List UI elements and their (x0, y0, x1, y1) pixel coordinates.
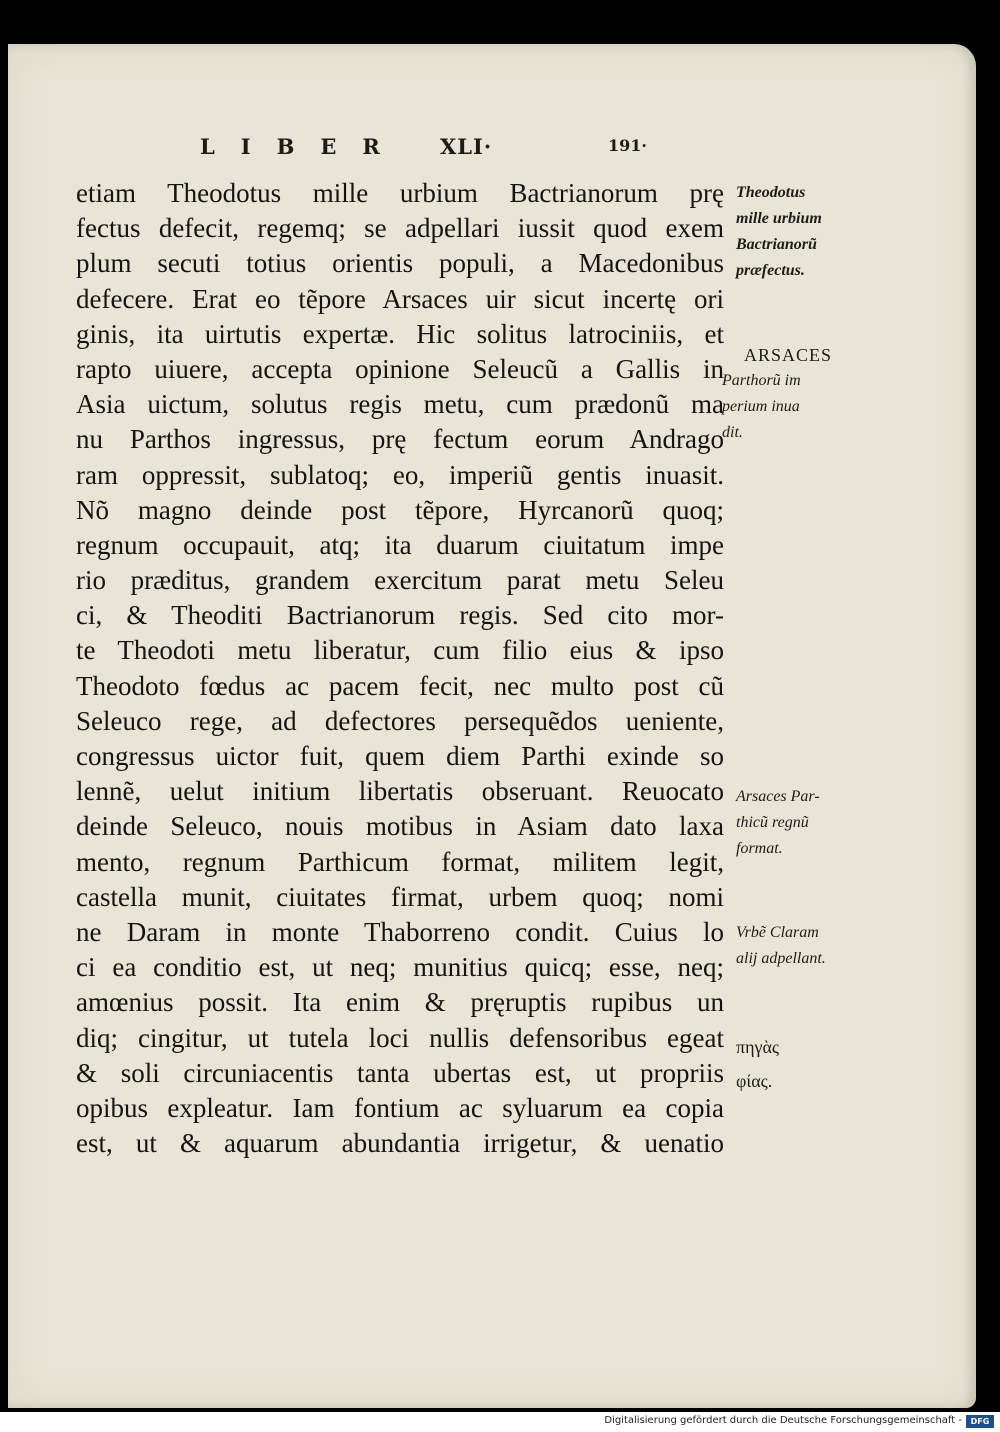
margin-note-line: Theodotus (736, 184, 806, 201)
text-line: Theodoto fœdus ac pacem fecit, nec multo post cũ (76, 670, 724, 701)
margin-note-line: mille urbium (736, 210, 822, 227)
text-line: defecere. Erat eo tẽpore Arsaces uir sicut incertę ori (76, 283, 724, 314)
margin-note-line: perium inua (722, 398, 800, 415)
text-line: etiam Theodotus mille urbium Bactrianorum prę (76, 178, 724, 208)
text-line: te Theodoti metu liberatur, cum filio eius & ipso (76, 635, 724, 666)
text-line: deinde Seleuco, nouis motibus in Asiam dato laxa (76, 811, 724, 842)
text-line: lennẽ, uelut initium libertatis obseruant. Reuocato (76, 776, 724, 807)
margin-note-line: Vrbẽ Claram (736, 924, 819, 941)
margin-note-line: alij adpellant. (736, 950, 826, 967)
text-line: rio præditus, grandem exercitum parat metu Seleu (76, 565, 724, 596)
margin-note-line: ARSACES (744, 345, 833, 365)
running-head (200, 134, 660, 160)
margin-note-line: πηγὰς (736, 1037, 780, 1057)
text-line: mento, regnum Parthicum format, militem legit, (76, 846, 724, 877)
margin-note-line: Bactrianorũ (736, 236, 817, 253)
text-line: est, ut & aquarum abundantia irrigetur, & uenatio (76, 1128, 724, 1159)
text-line: regnum occupauit, atq; ita duarum ciuitatum impe (76, 529, 724, 560)
digitization-footer (0, 1412, 1000, 1432)
main-text-column (76, 176, 724, 1161)
text-line: & soli circuniacentis tanta ubertas est, ut propriis (76, 1057, 724, 1088)
text-line: Asia uictum, solutus regis metu, cum prædonũ ma (76, 389, 724, 420)
text-line: ne Daram in monte Thaborreno condit. Cuius lo (76, 916, 724, 947)
text-line: nu Parthos ingressus, prę fectum eorum Andrago (76, 424, 724, 455)
text-line: ginis, ita uirtutis expertæ. Hic solitus latrociniis, et (76, 318, 724, 349)
text-line: congressus uictor fuit, quem diem Parthi exinde so (76, 741, 724, 771)
dfg-logo: DFG (966, 1415, 994, 1428)
text-line: ci ea conditio est, ut neq; munitius quicq; esse, neq; (76, 952, 724, 983)
text-line: opibus expleatur. Iam fontium ac syluarum ea copia (76, 1092, 724, 1123)
margin-note-greek (736, 1030, 866, 1098)
margin-note-line: Parthorũ im (722, 372, 801, 389)
margin-note-arsaces (722, 342, 874, 446)
margin-note-line: φίας. (736, 1071, 773, 1091)
margin-note-line: dit. (722, 424, 743, 441)
running-head-book: XLI· (440, 134, 493, 159)
margin-note-arsaces-regnum (736, 784, 866, 862)
margin-note-line: præfectus. (736, 262, 805, 279)
text-line: plum secuti totius orientis populi, a Macedonibus (76, 248, 724, 279)
page-number: 191· (608, 136, 647, 155)
text-line: Seleuco rege, ad defectores persequẽdos ueniente, (76, 705, 724, 736)
text-line: diq; cingitur, ut tutela loci nullis defensoribus egeat (76, 1022, 724, 1053)
text-line: castella munit, ciuitates firmat, urbem quoq; nomi (76, 881, 724, 912)
funding-credit: Digitalisierung gefördert durch die Deutsche Forschungsgemeinschaft - (604, 1415, 962, 1426)
text-line: fectus defecit, regemq; se adpellari iussit quod exem (76, 213, 724, 244)
margin-note-line: thicũ regnũ (736, 814, 809, 831)
text-line: Nõ magno deinde post tẽpore, Hyrcanorũ quoq; (76, 494, 724, 525)
margin-note-urbem (736, 920, 866, 972)
running-head-title: LIBER (200, 134, 406, 159)
margin-note-line: Arsaces Par- (736, 788, 820, 805)
text-line: rapto uiuere, accepta opinione Seleucũ a Gallis in (76, 353, 724, 384)
text-line: ci, & Theoditi Bactrianorum regis. Sed cito mor- (76, 600, 724, 631)
text-line: amœnius possit. Ita enim & pręruptis rupibus un (76, 987, 724, 1018)
margin-note-theodotus (736, 180, 866, 284)
text-line: ram oppressit, sublatoq; eo, imperiũ gentis inuasit. (76, 459, 724, 490)
margin-note-line: format. (736, 840, 783, 857)
